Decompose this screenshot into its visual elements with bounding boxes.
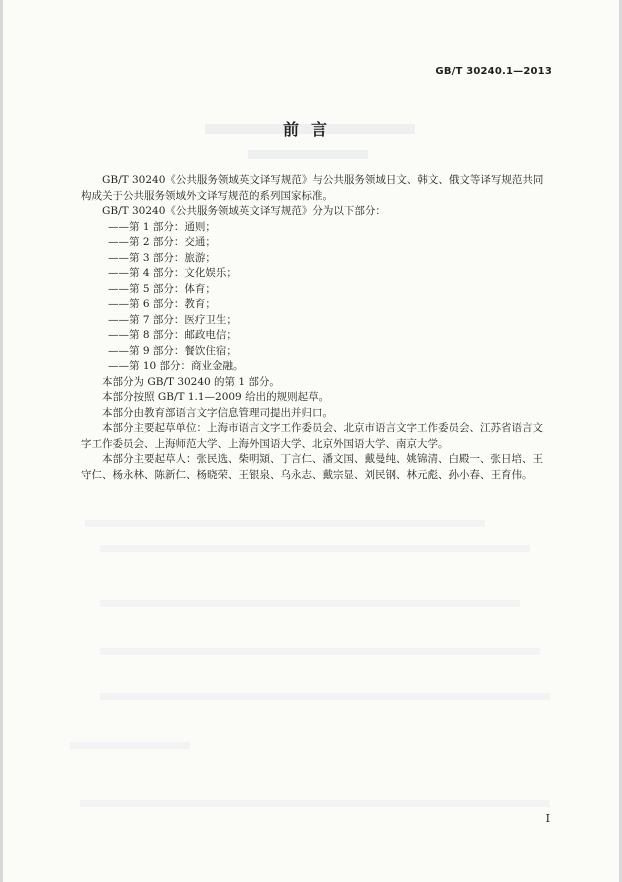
list-item: ——第 1 部分：通则； bbox=[108, 220, 216, 233]
paragraph: GB/T 30240《公共服务领域英文译写规范》分为以下部分： bbox=[102, 205, 386, 217]
bleed-through-line bbox=[100, 545, 530, 552]
bleed-through-line bbox=[248, 150, 368, 159]
list-item: ——第 2 部分：交通； bbox=[108, 236, 216, 248]
list-item: ——第 3 部分：旅游； bbox=[108, 251, 216, 264]
paragraph: GB/T 30240《公共服务领域英文译写规范》与公共服务领域日文、韩文、俄文等译写规范共同构成关于公共服务领域外文译写规范的系列国家标准。 bbox=[81, 174, 544, 202]
page-number: I bbox=[545, 812, 550, 825]
list-item: ——第 6 部分：教育； bbox=[108, 298, 216, 310]
paragraph: 本部分为 GB/T 30240 的第 1 部分。 bbox=[102, 375, 280, 388]
list-item: ——第 10 部分：商业金融。 bbox=[108, 360, 244, 372]
bleed-through-line bbox=[100, 600, 520, 607]
bleed-through-line bbox=[100, 648, 540, 655]
paragraph: 本部分按照 GB/T 1.1—2009 给出的规则起草。 bbox=[102, 391, 330, 403]
bleed-through-line bbox=[100, 693, 550, 700]
list-item: ——第 7 部分：医疗卫生； bbox=[108, 313, 237, 326]
list-item: ——第 4 部分：文化娱乐； bbox=[108, 267, 237, 279]
page-title: 前言 bbox=[282, 120, 339, 139]
paragraph: 本部分主要起草单位：上海市语言文字工作委员会、北京市语言文字工作委员会、江苏省语言文字工作委员会、上海师范大学、上海外国语大学、北京外国语大学、南京大学。 bbox=[81, 422, 543, 450]
list-item: ——第 9 部分：餐饮住宿； bbox=[108, 344, 237, 357]
standard-code: GB/T 30240.1—2013 bbox=[435, 66, 552, 77]
bleed-through-line bbox=[85, 520, 485, 527]
paragraph: 本部分主要起草人：张民选、柴明熲、丁言仁、潘文国、戴曼纯、姚锦清、白殿一、张日培、王守仁、杨永林、陈新仁、杨晓荣、王银泉、乌永志、戴宗显、刘民钢、林元彪、孙小春、王育伟。 bbox=[81, 453, 543, 481]
list-item: ——第 8 部分：邮政电信； bbox=[108, 329, 237, 341]
foreword-body bbox=[81, 173, 551, 483]
list-item: ——第 5 部分：体育； bbox=[108, 282, 216, 295]
bleed-through-line bbox=[70, 742, 190, 749]
bleed-through-line bbox=[80, 800, 550, 807]
paragraph: 本部分由教育部语言文字信息管理司提出并归口。 bbox=[102, 406, 333, 419]
